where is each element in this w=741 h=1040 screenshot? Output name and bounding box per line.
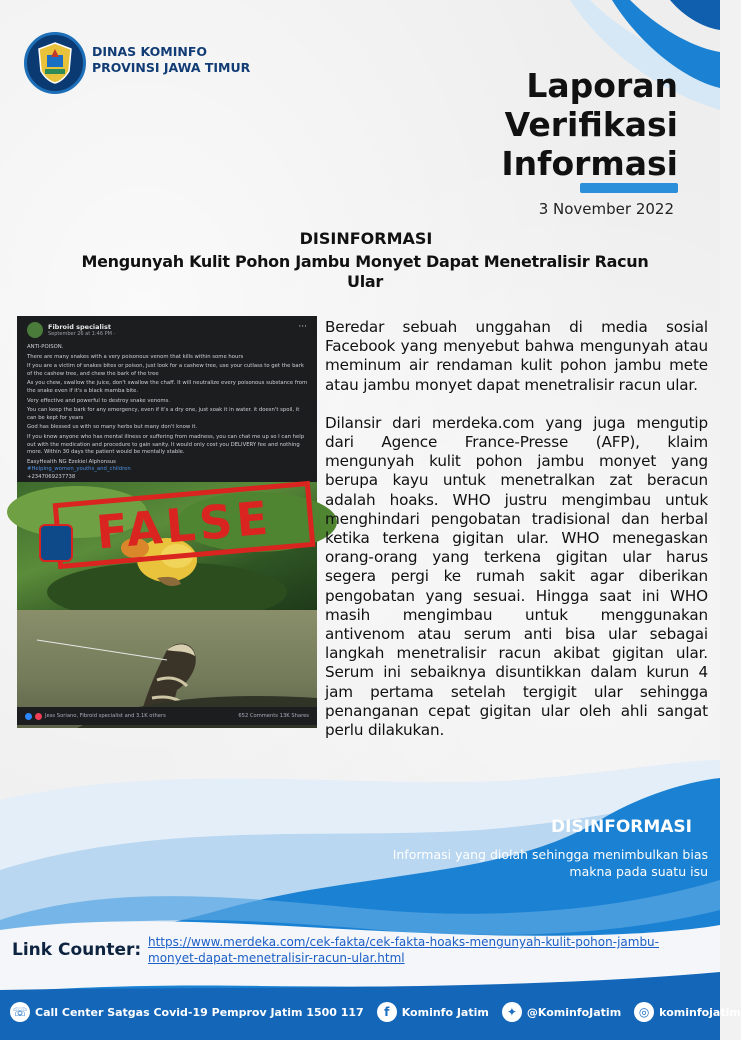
like-reaction-icon [25,713,32,720]
callcenter-text: Call Center Satgas Covid-19 Pemprov Jatim 1500 117 [35,1005,364,1019]
stamp-emblem-icon [39,524,73,562]
emblem-logo-icon [24,32,86,94]
title-line2: Verifikasi [504,105,678,144]
headline [40,252,690,292]
twitter-icon: ✦ [502,1002,522,1022]
category-label: DISINFORMASI [299,229,433,248]
article-body [325,318,708,759]
headline-line1: Mengunyah Kulit Pohon Jambu Monyet Dapat Menetralisir Racun [81,252,649,271]
title-line1: Laporan [526,66,678,105]
post-stats: 652 Comments 13K Shares [238,713,309,719]
reaction-names: Jess Soriano, Fibroid specialist and 3.1K others [45,713,166,719]
instagram-icon: ◎ [634,1002,654,1022]
phone-icon: ☏ [10,1002,30,1022]
hoax-post-screenshot [17,316,317,725]
report-title [501,66,678,183]
instagram-handle: kominfojatim [659,1005,741,1019]
footer [0,976,741,1040]
post-hashtag: #Helping_women_youths_and_children [27,466,131,473]
link-counter-url[interactable]: https://www.merdeka.com/cek-fakta/cek-fakta-hoaks-mengunyah-kulit-pohon-jambu-monyet-dapat-menetralisir-racun-ular.html [148,935,659,965]
agency-name [92,44,250,76]
agency-line2: PROVINSI JAWA TIMUR [92,60,251,75]
instagram-item[interactable] [634,1002,741,1022]
post-author: Fibroid specialist [48,322,111,331]
title-underline [580,183,678,193]
avatar [27,322,43,338]
facebook-handle: Kominfo Jatim [401,1005,489,1019]
twitter-handle: @KominfoJatim [526,1005,622,1019]
facebook-item[interactable] [377,1002,489,1022]
post-line: There are many snakes with a very poisonous venom that kills within some hours [27,353,244,360]
definition-text: Informasi yang diolah sehingga menimbulkan bias makna pada suatu isu [392,847,708,879]
report-date: 3 November 2022 [538,200,674,218]
definition-title: DISINFORMASI [550,817,692,837]
post-text [27,344,309,482]
twitter-item[interactable] [502,1002,621,1022]
agency-line1: DINAS KOMINFO [92,44,207,59]
post-line: If you know anyone who has mental illness or suffering from madness, you can chat me up so I can help out with the medication and procedure to gain sanity. It would only cost you DELIVERY fee and nothing more. Within 30 days the patient would be mentally stable. [27,433,305,456]
post-header [27,322,115,338]
title-line3: Informasi [501,144,678,183]
link-counter-label: Link Counter: [12,940,142,960]
post-line: As you chew, swallow the juice, don't swallow the chaff. It will neutralize every poisonous substance from the snake even if it's a black mamba bite. [27,380,308,394]
post-line: You can keep the bark for any emergency, even if it's a dry one, just soak it in water. it doesn't spoil, it can be kept for years [27,407,300,421]
post-footer [17,707,317,725]
more-icon: ··· [298,322,307,332]
post-line: God has blessed us with so many herbs but many don't know it. [27,424,198,431]
article-paragraph-1: Beredar sebuah unggahan di media sosial Facebook yang menyebut bahwa mengunyah atau meminum air rendaman kulit pohon jambu mete atau jambu monyet dapat menetralisir racun ular. [325,318,708,394]
post-meta: September 26 at 1:46 PM · [48,330,116,337]
facebook-icon: f [377,1002,397,1022]
post-line: If you are a victim of snakes bites or poison, just look for a cashew tree, use your cutlass to get the bark of the cashew tree, and chew the bark of the tree [27,363,304,377]
love-reaction-icon [35,713,42,720]
post-line: Very effective and powerful to destroy snake venoms. [27,397,170,404]
stamp-text: FALSE [94,490,274,560]
reactions [25,713,166,720]
post-line: EasyHealth NG Ezekiel Alphonsus [27,458,116,465]
article-paragraph-2: Dilansir dari merdeka.com yang juga mengutip dari Agence France-Presse (AFP), klaim mengunyah kulit pohon jambu monyet yang berupa kayu untuk menetralkan zat beracun adalah hoaks. WHO justru mengimbau untuk menghindari pengobatan tradisional dan herbal ketika terkena gigitan ular. WHO menegaskan orang-orang yang terkena gigitan ular harus segera pergi ke rumah sakit agar diberikan pengobatan yang sesuai. Hingga saat ini WHO masih mengimbau untuk menggunakan antivenom atau serum anti bisa ular sebagai langkah menetralisir racun akibat gigitan ular. Serum ini sebaiknya disuntikkan dalam kurun 4 jam pertama setelah tergigit ular sehingga penanganan cepat gigitan ular oleh ahli sangat perlu dilakukan. [325,413,708,740]
post-line: ANTI-POISON. [27,344,64,350]
post-phone: +2347069237738 [27,473,76,480]
headline-line2: Ular [347,272,383,291]
callcenter-item [10,1002,364,1022]
